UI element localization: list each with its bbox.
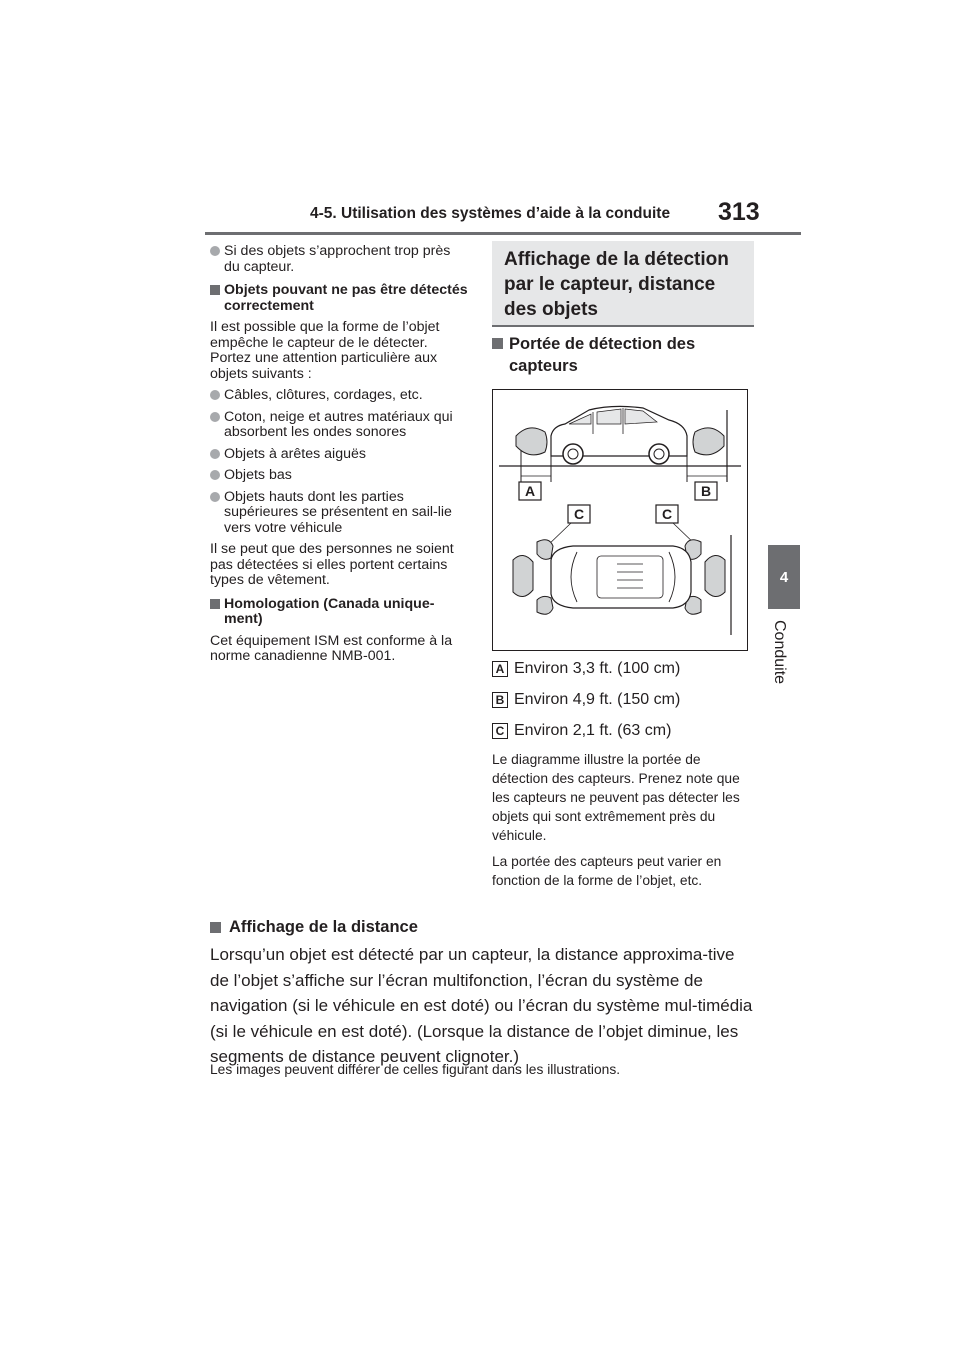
square-bullet-icon	[210, 285, 220, 295]
note: Le diagramme illustre la portée de détection des capteurs. Prenez note que les capteurs ne peuvent pas détecter les objets qui sont extrêmement près du véhicule.	[492, 752, 740, 843]
page-number: 313	[718, 198, 760, 226]
bullet-dot-icon	[210, 246, 220, 256]
bullet-item: Coton, neige et autres matériaux qui absorbent les ondes sonores	[210, 410, 468, 441]
bullet-item: Objets hauts dont les parties supérieures se présentent en sail-lie vers votre véhicule	[210, 490, 468, 537]
legend-key: B	[492, 692, 508, 708]
bullet-dot-icon	[210, 390, 220, 400]
section-heading-box: Affichage de la détection par le capteur, distance des objets	[492, 241, 754, 327]
header-rule	[205, 232, 801, 235]
label-c-front: C	[661, 506, 673, 522]
label-c-rear: C	[573, 506, 585, 522]
paragraph: Il est possible que la forme de l’objet empêche le capteur de le détecter. Portez une attention particulière aux objets suivants :	[210, 319, 440, 382]
section-title: 4-5. Utilisation des systèmes d’aide à la conduite	[310, 205, 671, 222]
legend-item: B Environ 4,9 ft. (150 cm)	[492, 691, 680, 709]
rear-detection-zone-top	[513, 555, 533, 596]
front-wheel	[649, 444, 669, 464]
legend-item: C Environ 2,1 ft. (63 cm)	[492, 722, 671, 740]
bullet-dot-icon	[210, 470, 220, 480]
paragraph: Lorsqu’un objet est détecté par un capteur, la distance approxima-tive de l’objet s’affiche sur l’écran multifonction, l’écran du système de navigation (si le véhicule en est doté) ou l’écran du système mul-timédia (si le véhicule en est doté). (Lorsque la distance de l’objet diminue, les segments de distance peuvent clignoter.)	[210, 945, 753, 1066]
square-bullet-icon	[210, 922, 221, 933]
front-detection-zone-top	[705, 555, 725, 596]
square-bullet-icon	[210, 599, 220, 609]
chapter-tab[interactable]	[768, 545, 800, 609]
label-a: A	[524, 483, 536, 499]
subheading: Objets pouvant ne pas être détectés correctement	[210, 283, 468, 314]
label-b: B	[700, 483, 712, 499]
chapter-number: 4	[779, 568, 789, 586]
note: Les images peuvent différer de celles figurant dans les illustrations.	[210, 1062, 621, 1077]
bullet-item: Objets bas	[210, 468, 468, 484]
paragraph: Il se peut que des personnes ne soient pas détectées si elles portent certains types de vêtement.	[210, 541, 454, 588]
bullet-item: Objets à arêtes aiguës	[210, 447, 468, 463]
subheading: Portée de détection des capteurs	[492, 333, 754, 377]
square-bullet-icon	[492, 338, 503, 349]
bullet-dot-icon	[210, 449, 220, 459]
front-detection-zone	[693, 428, 724, 455]
subheading: Affichage de la distance	[210, 918, 418, 937]
legend-key: A	[492, 661, 508, 677]
paragraph: Cet équipement ISM est conforme à la norme canadienne NMB-001.	[210, 632, 453, 664]
bullet-item: Si des objets s’approchent trop près du capteur.	[210, 244, 468, 275]
subheading: Homologation (Canada unique-ment)	[210, 597, 468, 628]
bullet-dot-icon	[210, 412, 220, 422]
left-column	[210, 244, 468, 671]
note: La portée des capteurs peut varier en fonction de la forme de l’objet, etc.	[492, 854, 722, 888]
legend-item: A Environ 3,3 ft. (100 cm)	[492, 660, 680, 678]
rear-detection-zone	[516, 428, 547, 455]
legend-key: C	[492, 723, 508, 739]
sensor-range-diagram	[492, 389, 748, 651]
chapter-label: Conduite	[771, 620, 788, 685]
bullet-item: Câbles, clôtures, cordages, etc.	[210, 388, 468, 404]
bullet-dot-icon	[210, 492, 220, 502]
sensor-diagram-svg	[493, 390, 746, 649]
rear-wheel	[563, 444, 583, 464]
